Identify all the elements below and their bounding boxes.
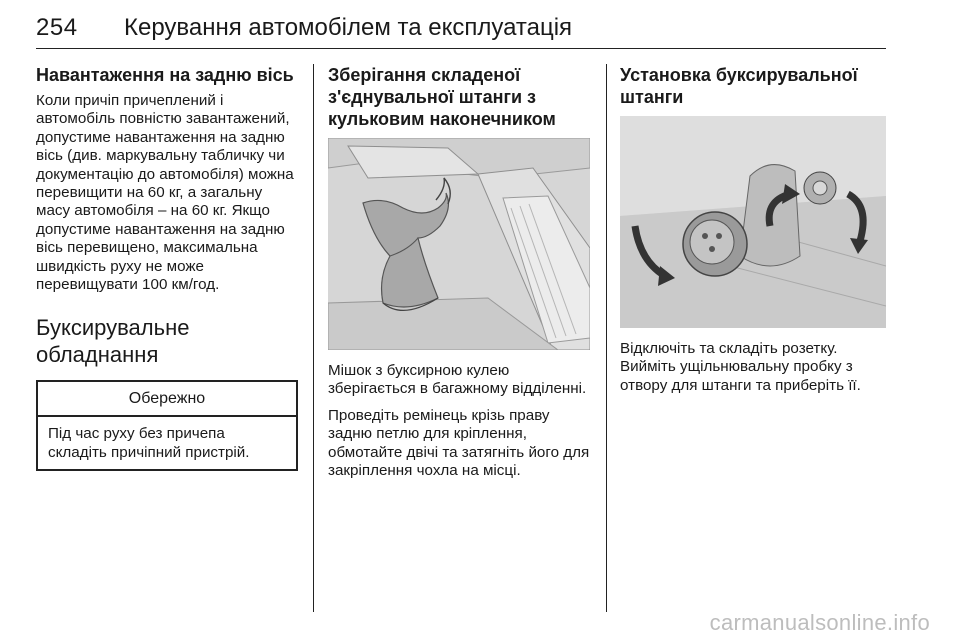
site-watermark: carmanualsonline.info: [709, 610, 930, 635]
column-divider-2: [606, 64, 607, 612]
storage-paragraph-1: Мішок з буксирною кулею зберігається в багажному відділенні.: [328, 362, 587, 398]
socket-illustration: [620, 116, 886, 328]
page-number: 254: [36, 14, 78, 41]
towing-equipment-heading: Буксирувальне обладнання: [36, 315, 190, 368]
storage-paragraph-2: Проведіть ремінець крізь праву задню петлю для кріплення, обмотайте двічі та затягніть його для закріплення чохла на місці.: [328, 406, 590, 480]
column-1: [36, 64, 298, 471]
column-2: [328, 64, 590, 488]
column-3: [620, 64, 886, 403]
storage-heading: Зберігання складеної з'єднувальної штанги з кульковим наконечником: [328, 65, 556, 129]
caution-box: [36, 380, 298, 471]
socket-drawing: [620, 116, 886, 328]
trunk-bag-drawing: [328, 138, 590, 350]
header-rule: [36, 48, 886, 49]
trunk-bag-illustration: [328, 138, 590, 350]
rear-axle-heading: Навантаження на задню вісь: [36, 65, 294, 85]
install-paragraph: Відключіть та складіть розетку. Вийміть ущільнювальну пробку з отвору для штанги та приберіть її.: [620, 340, 861, 394]
caution-title: Обережно: [38, 382, 296, 417]
rear-axle-paragraph: Коли причіп причеплений і автомобіль повністю завантажений, допустиме навантаження на задню вісь (див. маркувальну табличку чи документацію до автомобіля) можна перевищити на 60 кг, а загальну масу автомобіля – на 60 кг. Якщо допустиме навантаження на задню вісь перевищено, максимальна швидкість руху не може перевищувати 100 км/год.: [36, 92, 294, 294]
column-divider-1: [313, 64, 314, 612]
install-heading: Установка буксирувальної штанги: [620, 65, 858, 107]
running-head: Керування автомобілем та експлуатація: [124, 14, 573, 41]
caution-text: Під час руху без причепа складіть причіпний пристрій.: [48, 425, 250, 461]
